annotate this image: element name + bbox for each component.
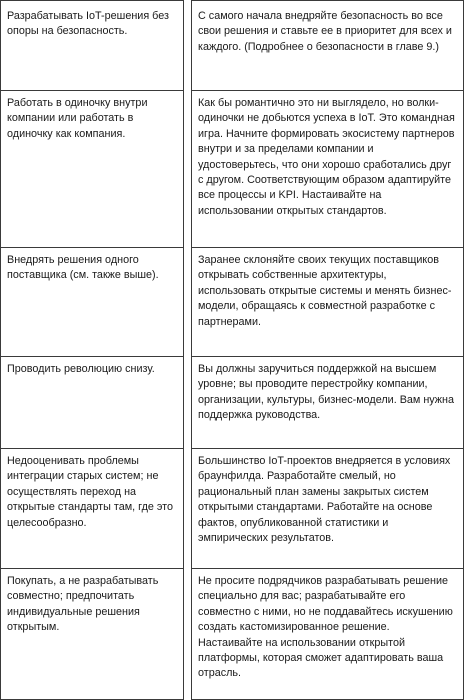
dont-cell: Недооценивать проблемы интеграции старых систем; не осуществлять переход на открытые стандарты там, где это целесообразно. xyxy=(1,449,184,569)
dont-cell: Проводить революцию снизу. xyxy=(1,357,184,449)
column-gap xyxy=(184,1,192,91)
table-row xyxy=(1,569,464,700)
table-row xyxy=(1,357,464,449)
table-row xyxy=(1,449,464,569)
do-cell: Вы должны заручиться поддержкой на высшем уровне; вы проводите перестройку компании, организации, культуры, бизнес-модели. Вам нужна поддержка руководства. xyxy=(192,357,464,449)
column-gap xyxy=(184,357,192,449)
do-cell: Как бы романтично это ни выглядело, но волки-одиночки не добьются успеха в IoT. Это командная игра. Начните формировать экосистему партнеров внутри и за пределами компании и удостоверьтесь, что они хорошо сработались друг с другом. Соответствующим образом адаптируйте все процессы и KPI. Настаивайте на использовании открытых стандартов. xyxy=(192,91,464,248)
do-cell: С самого начала внедряйте безопасность во все свои решения и ставьте ее в приоритет для всех и каждого. (Подробнее о безопасности в главе 9.) xyxy=(192,1,464,91)
dont-cell: Покупать, а не разрабатывать совместно; предпочитать индивидуальные решения открытым. xyxy=(1,569,184,700)
table-row xyxy=(1,91,464,248)
table-row xyxy=(1,1,464,91)
column-gap xyxy=(184,91,192,248)
do-cell: Большинство IoT-проектов внедряется в условиях браунфилда. Разработайте смелый, но рациональный план замены закрытых систем открытыми стандартами. Работайте на основе фактов, опубликованной статистики и эмпирических результатов. xyxy=(192,449,464,569)
dont-cell: Разрабатывать IoT-решения без опоры на безопасность. xyxy=(1,1,184,91)
dont-cell: Работать в одиночку внутри компании или работать в одиночку как компания. xyxy=(1,91,184,248)
table-row xyxy=(1,248,464,357)
column-gap xyxy=(184,569,192,700)
column-gap xyxy=(184,248,192,357)
do-cell: Заранее склоняйте своих текущих поставщиков открывать собственные архитектуры, использовать открытые системы и менять бизнес-модели, обращаясь к совместной разработке с партнерами. xyxy=(192,248,464,357)
column-gap xyxy=(184,449,192,569)
dont-cell: Внедрять решения одного поставщика (см. также выше). xyxy=(1,248,184,357)
do-cell: Не просите подрядчиков разрабатывать решение специально для вас; разрабатывайте его совместно с ними, но не поддавайтесь искушению создать кастомизированное решение. Настаивайте на использовании открытой платформы, которая сможет адаптировать ваша отрасль. xyxy=(192,569,464,700)
